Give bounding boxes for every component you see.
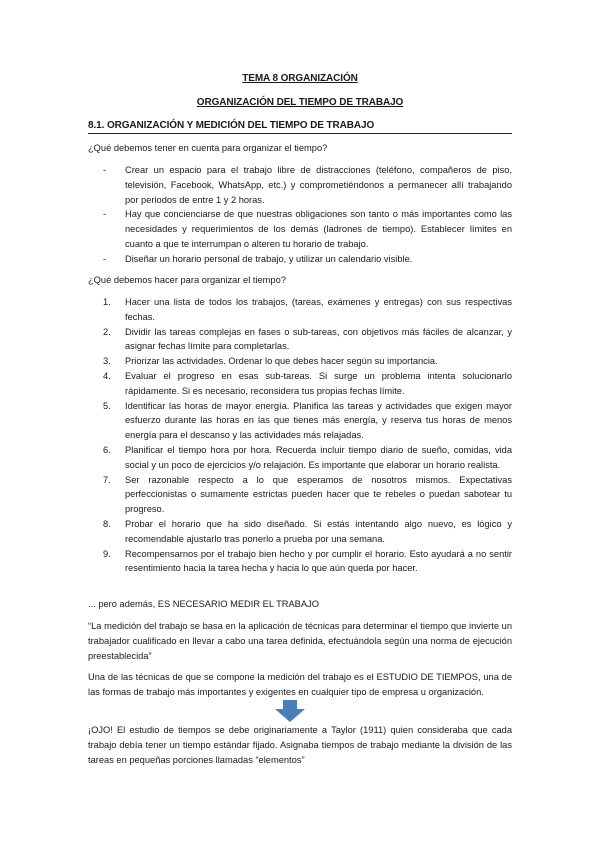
doc-subtitle: ORGANIZACIÓN DEL TIEMPO DE TRABAJO <box>196 97 404 108</box>
list-item: 7. Ser razonable respecto a lo que esperamos de nosotros mismos. Expectativas perfeccionistas o sumamente estrictas pueden hacer que te rebeles o puedan sabotear tu progreso. <box>103 474 512 515</box>
list-item: 9. Recompensarnos por el trabajo bien hecho y por cumplir el horario. Esto ayudará a no sentir resentimiento hacia la tarea hecha y hacia lo que aún queda por hacer. <box>103 548 512 574</box>
ojo-paragraph: ¡OJO! El estudio de tiempos se debe originariamente a Taylor (1911) quien consideraba que cada trabajo debía tener un tiempo estándar fijado. Asignaba tiempos de trabajo mediante la división de las tareas en pequeñas porciones llamadas “elementos” <box>88 725 512 765</box>
down-arrow-icon <box>275 700 305 722</box>
list-item: 2. Dividir las tareas complejas en fases o sub-tareas, con objetivos más fáciles de alcanzar, y asignar fechas límite para completarlas. <box>103 326 512 352</box>
section-heading: 8.1. ORGANIZACIÓN Y MEDICIÓN DEL TIEMPO DE TRABAJO <box>88 120 512 134</box>
list-item: - Crear un espacio para el trabajo libre de distracciones (teléfono, compañeros de piso, televisión, Facebook, WhatsApp, etc.) y comprometiéndonos a permanecer allí trabajando por periodos de entre 1 y 2 horas. <box>103 165 512 205</box>
list-item: 1. Hacer una lista de todos los trabajos, (tareas, exámenes y entregas) con sus respectivas fechas. <box>103 297 512 322</box>
list-item: 5. Identificar las horas de mayor energía. Planifica las tareas y actividades que exigen mayor esfuerzo durante las horas en las que tienes más energía, y reserva tus horas de menos energía para el descanso y las actividades más relajadas. <box>103 400 512 441</box>
medir-paragraph: ... pero además, ES NECESARIO MEDIR EL TRABAJO <box>88 599 319 609</box>
dash-list <box>88 163 512 267</box>
list-item: 6. Planificar el tiempo hora por hora. Recuerda incluir tiempo diario de sueño, comidas, vida social y un poco de ejercicios y/o relajación. Es importante que elaborar un horario realista. <box>103 444 512 470</box>
doc-title: TEMA 8 ORGANIZACIÓN <box>242 73 358 84</box>
list-item: 4. Evaluar el progreso en esas sub-tareas. Si surge un problema intenta solucionarlo rápidamente. Si es necesario, reconsidera tus propias fechas límite. <box>103 370 512 396</box>
tecnicas-paragraph: Una de las técnicas de que se compone la medición del trabajo es el ESTUDIO DE TIEMPOS, una de las formas de trabajo más importantes y exigentes en cualquier tipo de empresa u organización. <box>88 672 512 697</box>
list-item: 3. Priorizar las actividades. Ordenar lo que debes hacer según su importancia. <box>103 356 438 367</box>
list-item: - Hay que concienciarse de que nuestras obligaciones son tanto o más importantes como las necesidades y requerimientos de los demás (ladrones de tiempo). Establecer límites en cuanto a que te interrumpan o alteren tu horario de trabajo. <box>103 209 512 249</box>
quote-paragraph: “La medición del trabajo se basa en la aplicación de técnicas para determinar el tiempo que invierte un trabajador cualificado en llevar a cabo una tarea definida, efectuándola según una norma de ejecución preestablecida” <box>88 621 512 661</box>
question-1: ¿Qué debemos tener en cuenta para organizar el tiempo? <box>88 143 328 153</box>
question-2: ¿Qué debemos hacer para organizar el tiempo? <box>88 275 286 285</box>
list-item: 8. Probar el horario que ha sido diseñado. Si estás intentando algo nuevo, es lógico y recomendable ajustarlo tras ponerlo a prueba por una semana. <box>103 518 512 544</box>
numbered-list <box>88 295 512 576</box>
list-item: - Diseñar un horario personal de trabajo, y utilizar un calendario visible. <box>103 253 413 264</box>
